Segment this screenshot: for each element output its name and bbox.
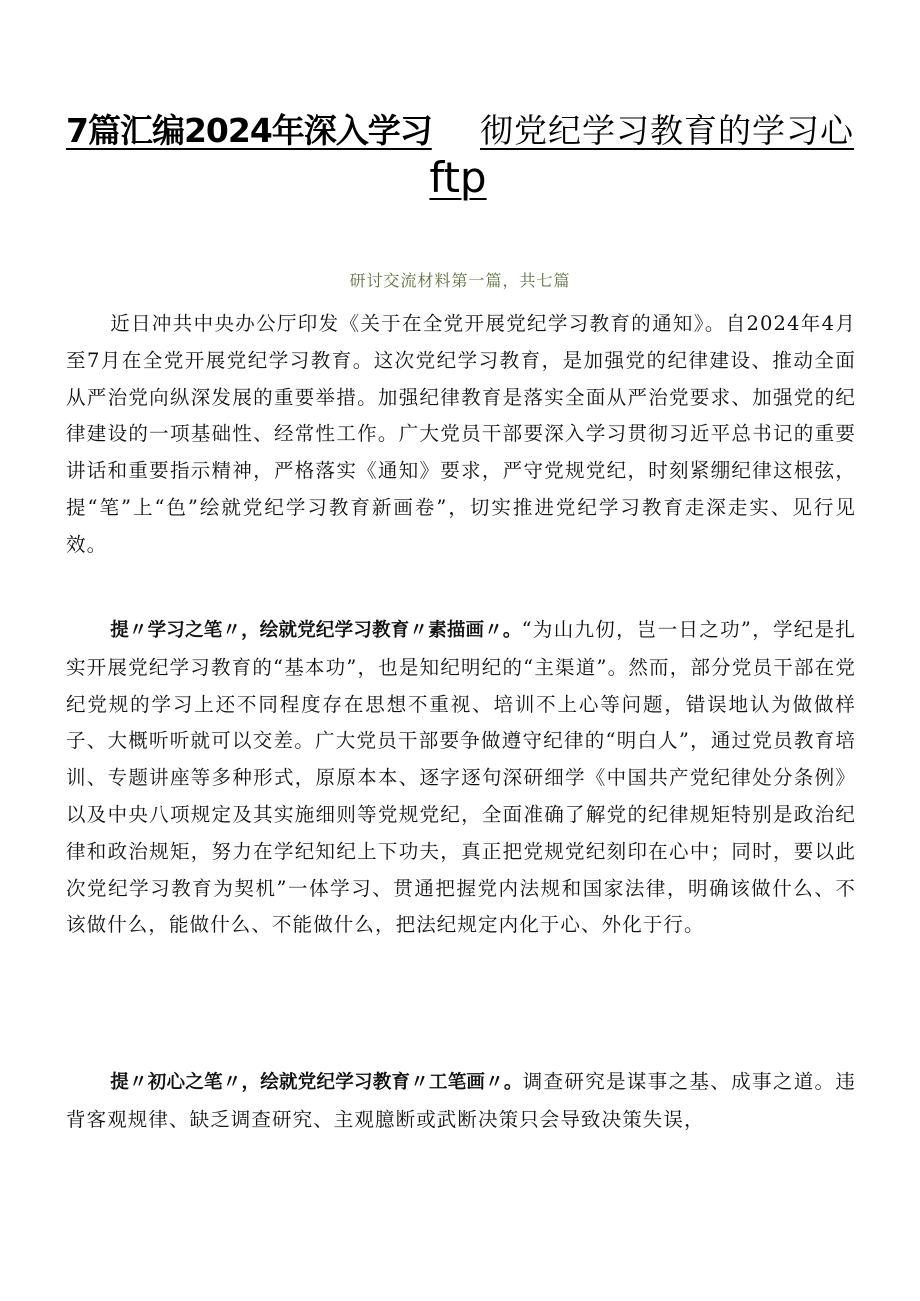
document-title-part-1: 7篇汇编2024年深入学习: [66, 111, 432, 150]
document-title-part-3: ftp: [429, 153, 487, 202]
paragraph-1: [66, 306, 856, 564]
document-title-part-2: 彻党纪学习教育的学习心: [480, 111, 854, 150]
paragraph-3: [66, 1064, 856, 1139]
paragraph-1-text: 近日冲共中央办公厅印发《关于在全党开展党纪学习教育的通知》。自2024年4月至7月在全党开展党纪学习教育。这次党纪学习教育，是加强党的纪律建设、推动全面从严治党向纵深发展的重要举措。加强纪律教育是落实全面从严治党要求、加强党的纪律建设的一项基础性、经常性工作。广大党员干部要深入学习贯彻习近平总书记的重要讲话和重要指示精神，严格落实《通知》要求，严守党规党纪，时刻紧绷纪律这根弦，提“笔”上“色”绘就党纪学习教育新画卷”，切实推进党纪学习教育走深走实、见行见效。: [66, 312, 856, 556]
paragraph-2-text: “为山九仞，岂一日之功”，学纪是扎实开展党纪学习教育的“基本功”，也是知纪明纪的“主渠道”。然而，部分党员干部在党纪党规的学习上还不同程度存在思想不重视、培训不上心等问题，错误地认为做做样子、大概听听就可以交差。广大党员干部要争做遵守纪律的“明白人”，通过党员教育培训、专题讲座等多种形式，原原本本、逐字逐句深研细学《中国共产党纪律处分条例》以及中央八项规定及其实施细则等党规党纪，全面准确了解党的纪律规矩特别是政治纪律和政治规矩，努力在学纪知纪上下功夫，真正把党规党纪刻印在心中；同时，要以此次党纪学习教育为契机”一体学习、贯通把握党内法规和国家法律，明确该做什么、不该做什么，能做什么、不能做什么，把法纪规定内化于心、外化于行。: [66, 618, 856, 937]
paragraph-3-text: 调查研究是谋事之基、成事之道。违背客观规律、缺乏调查研究、主观臆断或武断决策只会导致决策失误，: [66, 1070, 856, 1131]
document-title-line-1: [0, 108, 920, 158]
document-title-line-2: [0, 152, 920, 208]
document-subtitle: 研讨交流材料第一篇，共七篇: [349, 271, 571, 290]
paragraph-3-heading: 提〃初心之笔〃，绘就党纪学习教育〃工笔画〃。: [110, 1072, 523, 1093]
paragraph-2: [66, 612, 856, 944]
paragraph-2-heading: 提〃学习之笔〃，绘就党纪学习教育〃素描画〃。: [110, 620, 522, 641]
